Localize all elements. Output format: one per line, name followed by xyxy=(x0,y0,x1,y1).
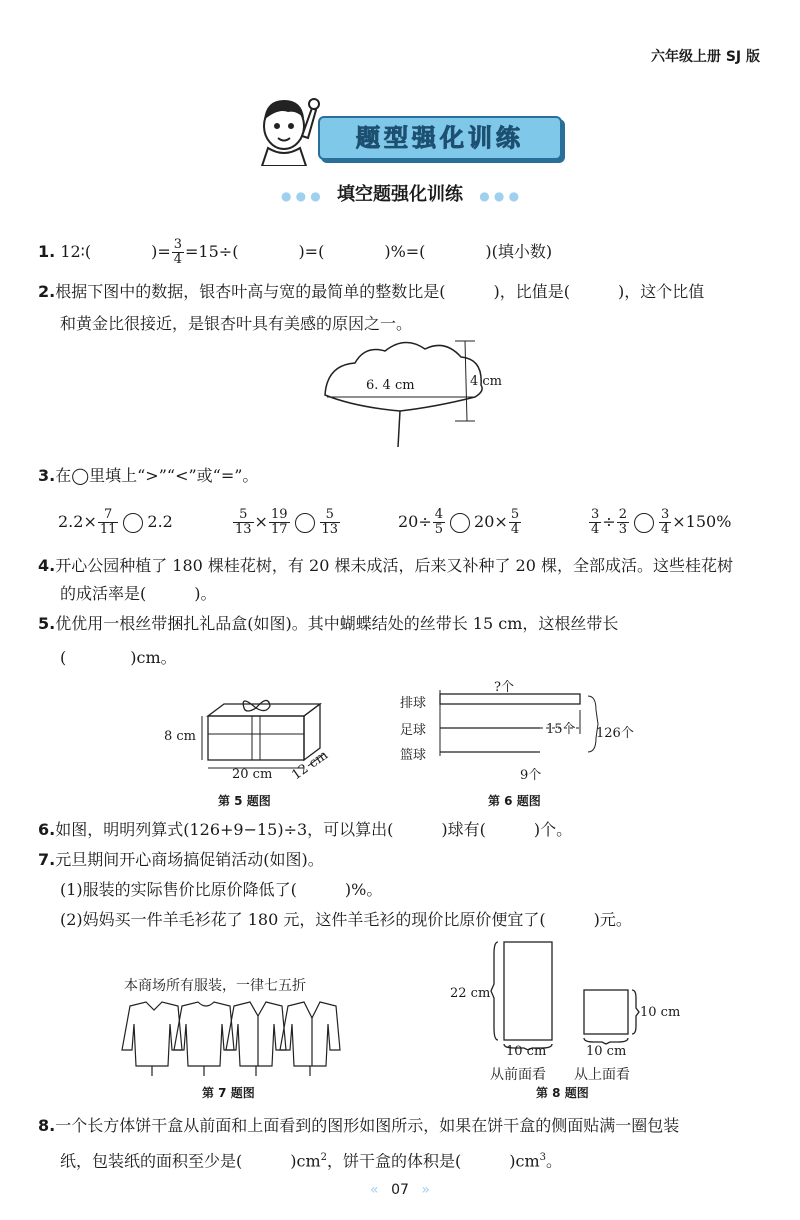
question-5 xyxy=(38,614,618,634)
q3-line-1: 在◯里填上“>”“<”或“=”。 xyxy=(55,466,259,485)
section-title-row xyxy=(0,180,800,206)
basketball-label: 篮球 xyxy=(400,748,427,763)
compare-circle[interactable] xyxy=(295,513,315,533)
question-number: 8. xyxy=(38,1116,56,1135)
question-7-sub2: (2)妈妈买一件羊毛衫花了 180 元，这件羊毛衫的现价比原价便宜了( )元。 xyxy=(60,910,632,929)
box-width-label: 20 cm xyxy=(232,767,273,782)
question-7-sub1: (1)服装的实际售价比原价降低了( )%。 xyxy=(60,880,383,899)
dots-right-icon: ● ● ● xyxy=(479,189,520,203)
question-number: 6. xyxy=(38,820,56,839)
leaf-width-label: 6. 4 cm xyxy=(366,378,415,393)
compare-circle[interactable] xyxy=(450,513,470,533)
q1-part: )%=( xyxy=(384,242,426,261)
figure-7-caption: 第 7 题图 xyxy=(202,1086,255,1100)
front-height-label: 22 cm xyxy=(450,986,491,1001)
page-number-row xyxy=(0,1182,800,1198)
question-4-line2: 的成活率是( )。 xyxy=(60,584,217,603)
q1-part: 12∶( xyxy=(60,242,92,261)
volleyball-label: 排球 xyxy=(400,696,427,711)
top-view-label: 从上面看 xyxy=(574,1067,630,1083)
q3-expr-2: $\frac{5}{13}$ × $\frac{19}{17}$ $\frac{5}{13}$ xyxy=(235,507,339,537)
total-126-label: 126个 xyxy=(596,726,634,741)
top-height-label: 10 cm xyxy=(640,1005,681,1020)
q1-part: )=( xyxy=(298,242,325,261)
q5-line-1: 优优用一根丝带捆扎礼品盒(如图)。其中蝴蝶结处的丝带长 15 cm，这根丝带长 xyxy=(55,614,619,633)
question-number: 1. xyxy=(38,242,56,261)
ginkgo-leaf-figure xyxy=(315,335,515,455)
q3-expr-4: $\frac{3}{4}$ ÷ $\frac{2}{3}$ $\frac{3}{4}$ ×150% xyxy=(591,507,732,537)
question-8-line2: 纸，包装纸的面积至少是( )$cm^2$，饼干盒的体积是( )$cm^3$。 xyxy=(60,1151,563,1171)
q2-line-1: 根据下图中的数据，银杏叶高与宽的最简单的整数比是( )，比值是( )，这个比值 xyxy=(55,282,705,301)
question-8 xyxy=(38,1116,679,1136)
grade-label: 六年级上册 SJ 版 xyxy=(650,49,760,65)
question-4 xyxy=(38,556,733,576)
diff-15-label: 15个 xyxy=(546,722,576,737)
promo-sign: 本商场所有服装，一律七五折 xyxy=(124,978,306,994)
banner-title: 题型强化训练 xyxy=(356,124,524,152)
q1-part: )= xyxy=(151,242,171,261)
top-width-label: 10 cm xyxy=(586,1044,627,1059)
q1-part: )(填小数) xyxy=(485,242,553,261)
question-6 xyxy=(38,820,572,840)
question-5-line2: ( )cm。 xyxy=(60,648,177,667)
question-2 xyxy=(38,282,704,302)
figure-8-caption: 第 8 题图 xyxy=(536,1086,589,1100)
leaf-height-label: 4 cm xyxy=(470,374,503,389)
box-height-label: 8 cm xyxy=(164,729,197,744)
football-label: 足球 xyxy=(400,723,427,738)
mascot-icon xyxy=(248,86,328,166)
q7-line-1: 元旦期间开心商场搞促销活动(如图)。 xyxy=(55,850,324,869)
q1-part: =15÷( xyxy=(185,242,239,261)
front-width-label: 10 cm xyxy=(506,1044,547,1059)
section-title: 填空题强化训练 xyxy=(337,184,463,205)
diff-9-label: 9个 xyxy=(520,768,542,783)
question-number: 3. xyxy=(38,466,56,485)
q8-line-1: 一个长方体饼干盒从前面和上面看到的图形如图所示，如果在饼干盒的侧面贴满一圈包装 xyxy=(55,1116,680,1135)
q3-expr-3: 20÷ $\frac{4}{5}$ 20× $\frac{5}{4}$ xyxy=(398,507,520,537)
figure-5-caption: 第 5 题图 xyxy=(218,794,271,808)
compare-circle[interactable] xyxy=(634,513,654,533)
figure-6-caption: 第 6 题图 xyxy=(488,794,541,808)
question-number: 7. xyxy=(38,850,56,869)
unknown-count-label: ?个 xyxy=(494,680,514,695)
question-number: 5. xyxy=(38,614,56,633)
clothes-figure xyxy=(116,996,346,1076)
compare-circle[interactable] xyxy=(123,513,143,533)
question-number: 4. xyxy=(38,556,56,575)
question-1 xyxy=(38,238,552,267)
q1-fraction: $\frac{3}{4}$ xyxy=(173,237,183,267)
question-2-line2: 和黄金比很接近，是银杏叶具有美感的原因之一。 xyxy=(60,314,413,333)
dots-left-icon: ● ● ● xyxy=(280,189,321,203)
question-number: 2. xyxy=(38,282,56,301)
box-views-figure xyxy=(490,940,690,1050)
question-3 xyxy=(38,466,258,486)
front-view-label: 从前面看 xyxy=(490,1067,546,1083)
q3-expr-1: 2.2× $\frac{7}{11}$ 2.2 xyxy=(58,507,173,537)
q4-line-1: 开心公园种植了 180 棵桂花树，有 20 棵未成活，后来又补种了 20 棵，全部成活。这些桂花树 xyxy=(55,556,733,575)
page-deco-right-icon: » xyxy=(421,1182,430,1198)
page-number: 07 xyxy=(391,1182,409,1198)
question-7 xyxy=(38,850,324,870)
banner xyxy=(318,116,562,160)
q6-text: 如图，明明列算式(126+9−15)÷3，可以算出( )球有( )个。 xyxy=(55,820,573,839)
box-depth-label: 12 cm xyxy=(289,747,331,784)
page-deco-left-icon: « xyxy=(370,1182,379,1198)
